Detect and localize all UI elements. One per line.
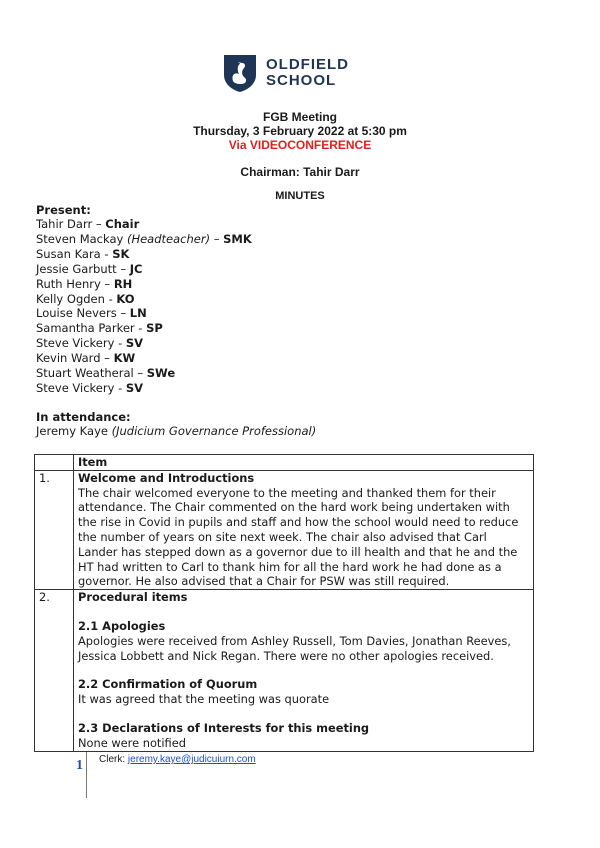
member-name: Susan Kara	[36, 246, 101, 261]
present-member	[36, 277, 252, 292]
member-sep: –	[210, 231, 224, 246]
clerk-label: Clerk:	[99, 754, 128, 765]
table-row	[35, 590, 534, 751]
member-sep: –	[92, 217, 106, 231]
item-content	[74, 590, 534, 751]
member-name: Jessie Garbutt	[36, 261, 117, 276]
swan-shield-icon	[222, 53, 258, 93]
table-row	[35, 470, 534, 589]
present-member	[36, 247, 252, 262]
present-member	[36, 292, 252, 307]
member-sep: -	[100, 246, 113, 261]
attendance-label: In attendance:	[36, 410, 131, 424]
subitem-title: 2.3 Declarations of Interests for this meeting	[78, 720, 370, 735]
member-sep: –	[116, 261, 130, 276]
member-code: SWe	[146, 366, 176, 381]
meeting-venue: Via VIDEOCONFERENCE	[228, 138, 372, 152]
minutes-heading: MINUTES	[275, 190, 325, 202]
present-member	[36, 232, 252, 247]
table-header-row	[35, 455, 534, 471]
num-header	[35, 455, 74, 471]
attendee-role: (Judicium Governance Professional)	[111, 424, 317, 438]
item-body: The chair welcomed everyone to the meeting and thanked them for their attendance. The Chair commented on the hard work being undertaken with the rise in Covid in pupils and staff and how the school would need to reduce the number of years on site next week. The chair also advised that Carl Lander has stepped down as a governor due to ill health and that he and the HT had written to Carl to thank him for all the hard work he had done as a governor. He also advised that a Chair for PSW was still required.	[78, 485, 519, 589]
present-member	[36, 381, 252, 396]
subitem-body: It was agreed that the meeting was quorate	[78, 692, 330, 707]
member-name: Ruth Henry	[36, 276, 101, 291]
member-code: SMK	[223, 231, 252, 246]
present-member	[36, 336, 252, 351]
school-name-line2: SCHOOL	[266, 72, 337, 89]
items-table	[34, 454, 534, 752]
attendance-line	[36, 424, 316, 438]
member-sep: –	[100, 276, 114, 291]
member-sep: –	[133, 366, 147, 381]
item-header: Item	[74, 455, 534, 471]
present-member	[36, 366, 252, 381]
member-name: Louise Nevers	[36, 306, 117, 321]
present-member	[36, 321, 252, 336]
member-name: Stuart Weatheral	[36, 366, 134, 381]
member-code: KW	[113, 351, 136, 366]
member-role: (Headteacher)	[126, 231, 211, 246]
clerk-email-link[interactable]: jeremy.kaye@judicuiurn.com	[127, 754, 256, 765]
present-list	[36, 217, 252, 396]
item-number: 1.	[35, 470, 74, 589]
member-code: SV	[125, 336, 144, 351]
present-member	[36, 351, 252, 366]
clerk-line	[99, 754, 256, 765]
member-name: Tahir Darr	[36, 217, 93, 231]
member-sep: -	[134, 321, 147, 336]
member-name: Steven Mackay	[36, 231, 127, 246]
school-name-line1: OLDFIELD	[266, 56, 349, 73]
meeting-date: Thursday, 3 February 2022 at 5:30 pm	[193, 124, 407, 138]
page-footer	[76, 754, 256, 774]
member-sep: -	[114, 380, 126, 395]
item-title: Procedural items	[78, 590, 188, 605]
meeting-title: FGB Meeting	[263, 110, 337, 124]
page-number: 1	[76, 758, 83, 773]
school-logo	[222, 52, 362, 94]
member-sep: –	[116, 306, 130, 321]
member-name: Kevin Ward	[36, 351, 101, 366]
attendee-name: Jeremy Kaye	[36, 424, 112, 438]
subitem-body: None were notified	[78, 735, 186, 750]
member-name: Steve Vickery	[36, 380, 115, 395]
subitem-title: 2.1 Apologies	[78, 618, 166, 633]
member-code: SP	[146, 321, 163, 336]
member-sep: -	[108, 291, 117, 306]
item-title: Welcome and Introductions	[78, 470, 255, 485]
member-code: SK	[112, 246, 130, 261]
member-code: LN	[129, 306, 147, 321]
member-code: RH	[113, 276, 133, 291]
chairman-line: Chairman: Tahir Darr	[240, 165, 360, 179]
subitem-body: Apologies were received from Ashley Russell, Tom Davies, Jonathan Reeves, Jessica Lobbett and Nick Regan. There were no other apologies received.	[78, 633, 511, 663]
member-sep: –	[100, 351, 114, 366]
member-name: Samantha Parker	[36, 321, 135, 336]
school-name	[266, 57, 349, 89]
present-label: Present:	[36, 203, 91, 217]
item-content	[74, 470, 534, 589]
member-code: SV	[125, 380, 144, 395]
item-number: 2.	[35, 590, 74, 751]
member-code: Chair	[105, 217, 140, 231]
present-member	[36, 306, 252, 321]
present-member	[36, 262, 252, 277]
meeting-header	[0, 110, 600, 152]
member-code: KO	[116, 291, 135, 306]
member-name: Kelly Ogden	[36, 291, 109, 306]
member-name: Steve Vickery	[36, 336, 115, 351]
member-sep: -	[114, 336, 126, 351]
subitem-title: 2.2 Confirmation of Quorum	[78, 677, 258, 692]
present-member	[36, 217, 252, 232]
member-code: JC	[129, 261, 143, 276]
